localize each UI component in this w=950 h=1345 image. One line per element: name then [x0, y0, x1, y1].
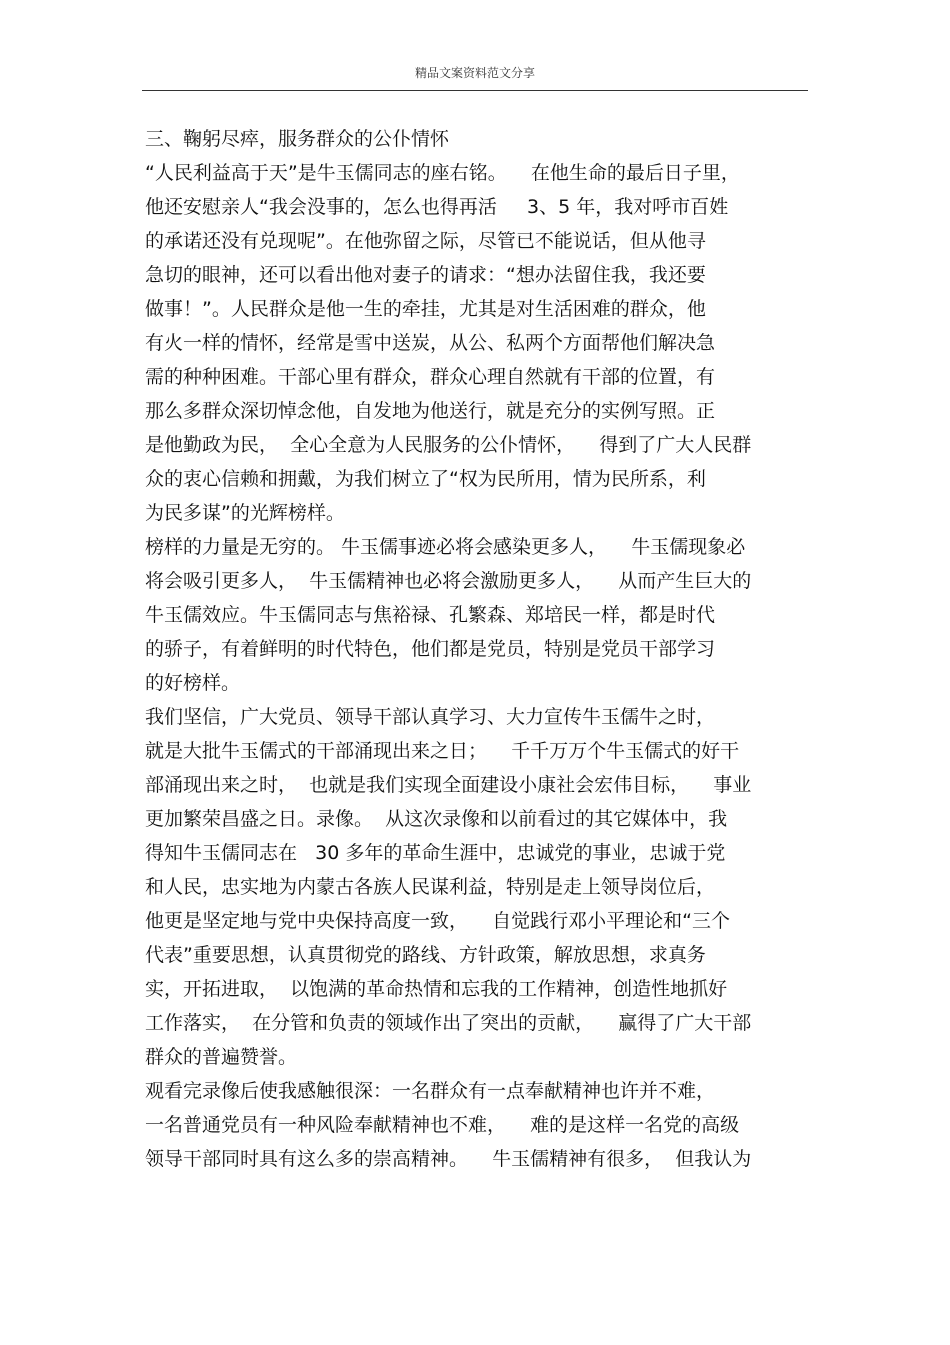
text-line: 他还安慰亲人“我会没事的，怎么也得再活 3、5 年，我对呼市百姓: [145, 196, 729, 218]
text-line: 得知牛玉儒同志在 30 多年的革命生涯中，忠诚党的事业，忠诚于党: [145, 842, 726, 864]
text-line: 群众的普遍赞誉。: [145, 1046, 298, 1068]
text-line: 更加繁荣昌盛之日。录像。 从这次录像和以前看过的其它媒体中，我: [145, 808, 728, 830]
document-body: [145, 122, 810, 1176]
text-line: 的好榜样。: [145, 672, 241, 694]
text-line: 观看完录像后使我感触很深：一名群众有一点奉献精神也许并不难，: [145, 1080, 716, 1102]
text-line: 我们坚信，广大党员、领导干部认真学习、大力宣传牛玉儒牛之时，: [145, 706, 716, 728]
text-line: 牛玉儒效应。牛玉儒同志与焦裕禄、孔繁森、郑培民一样，都是时代: [145, 604, 716, 626]
text-line: 部涌现出来之时， 也就是我们实现全面建设小康社会宏伟目标， 事业: [145, 774, 752, 796]
text-line: 工作落实， 在分管和负责的领域作出了突出的贡献， 赢得了广大干部: [145, 1012, 752, 1034]
text-line: 有火一样的情怀，经常是雪中送炭，从公、私两个方面帮他们解决急: [145, 332, 716, 354]
text-line: 将会吸引更多人， 牛玉儒精神也必将会激励更多人， 从而产生巨大的: [145, 570, 752, 592]
text-line: 的承诺还没有兑现呢”。在他弥留之际，尽管已不能说话，但从他寻: [145, 230, 706, 252]
text-line: “人民利益高于天”是牛玉儒同志的座右铭。 在他生命的最后日子里，: [145, 162, 740, 184]
text-line: 一名普通党员有一种风险奉献精神也不难， 难的是这样一名党的高级: [145, 1114, 740, 1136]
text-line: 是他勤政为民， 全心全意为人民服务的公仆情怀， 得到了广大人民群: [145, 434, 752, 456]
text-line: 那么多群众深切悼念他，自发地为他送行，就是充分的实例写照。正: [145, 400, 716, 422]
text-line: 急切的眼神，还可以看出他对妻子的请求：“想办法留住我，我还要: [145, 264, 706, 286]
text-line: 众的衷心信赖和拥戴，为我们树立了“权为民所用，情为民所系，利: [145, 468, 706, 490]
text-line: 领导干部同时具有这么多的崇高精神。 牛玉儒精神有很多， 但我认为: [145, 1148, 752, 1170]
text-line: 就是大批牛玉儒式的干部涌现出来之日； 千千万万个牛玉儒式的好干: [145, 740, 740, 762]
text-line: 实，开拓进取， 以饱满的革命热情和忘我的工作精神，创造性地抓好: [145, 978, 728, 1000]
text-line: 代表”重要思想，认真贯彻党的路线、方针政策，解放思想，求真务: [145, 944, 706, 966]
text-line: 需的种种困难。干部心里有群众，群众心理自然就有干部的位置，有: [145, 366, 716, 388]
text-line: 的骄子，有着鲜明的时代特色，他们都是党员，特别是党员干部学习: [145, 638, 716, 660]
text-line: 和人民，忠实地为内蒙古各族人民谋利益，特别是走上领导岗位后，: [145, 876, 716, 898]
text-line: 做事！”。人民群众是他一生的牵挂，尤其是对生活困难的群众，他: [145, 298, 706, 320]
text-line: 为民多谋”的光辉榜样。: [145, 502, 345, 524]
text-line: 榜样的力量是无穷的。 牛玉儒事迹必将会感染更多人， 牛玉儒现象必: [145, 536, 746, 558]
header-divider: [142, 90, 808, 91]
text-line: 他更是坚定地与党中央保持高度一致， 自觉践行邓小平理论和“三个: [145, 910, 731, 932]
page-header: 精品文案资料范文分享: [414, 66, 535, 80]
text-line: 三、鞠躬尽瘁，服务群众的公仆情怀: [145, 128, 450, 150]
